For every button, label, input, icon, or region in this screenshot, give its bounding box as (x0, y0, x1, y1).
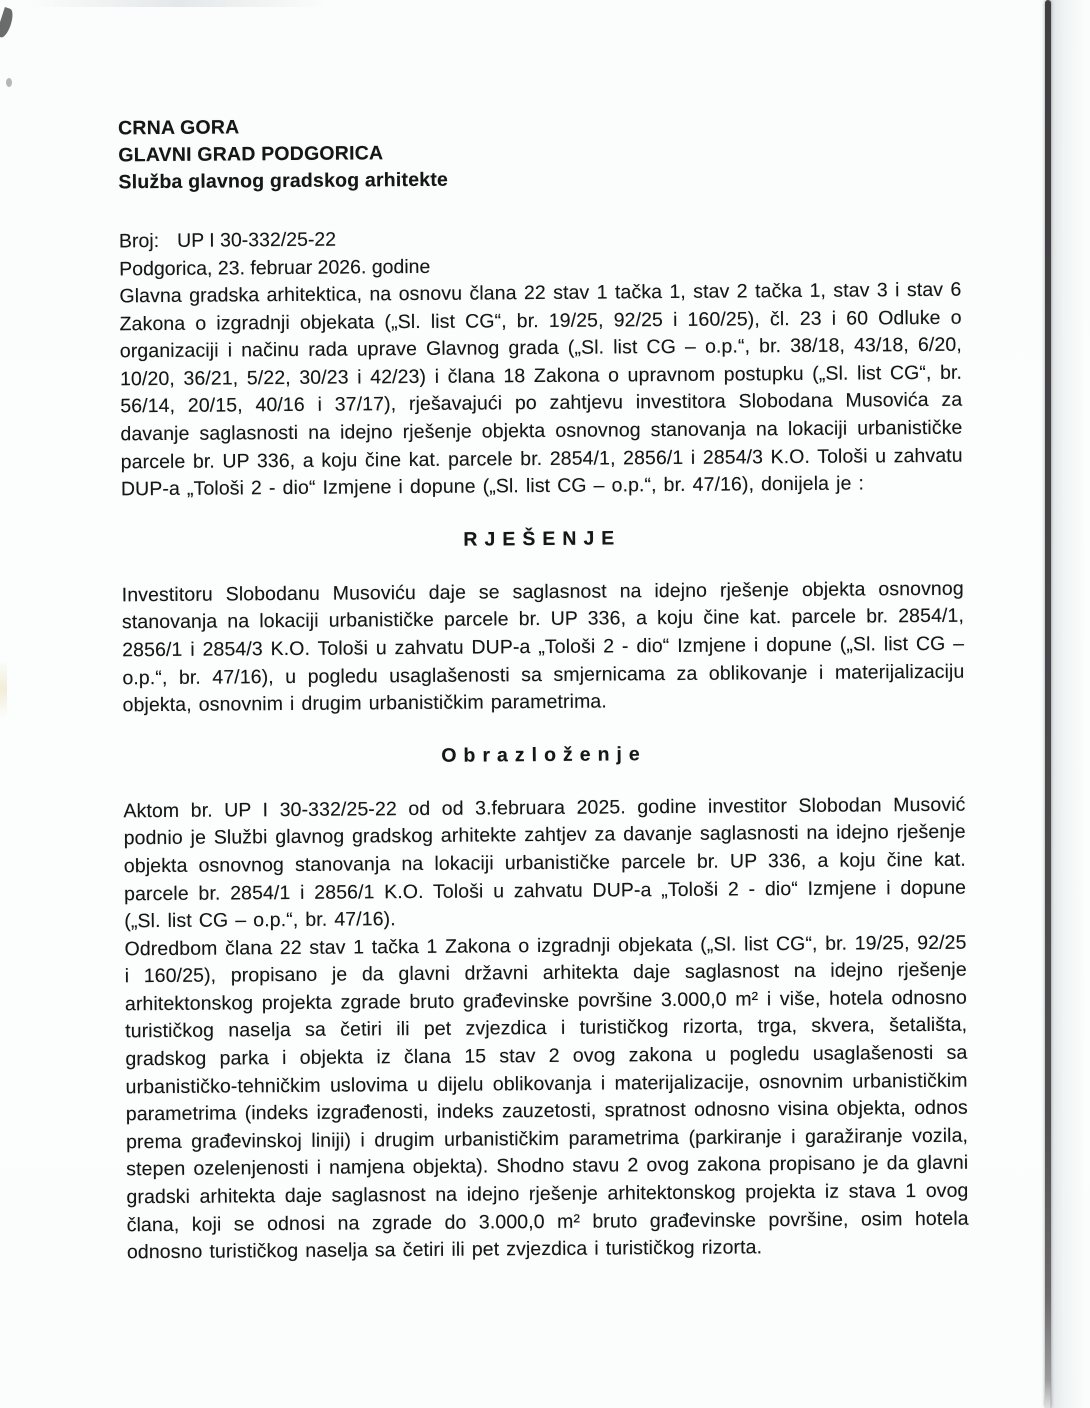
decision-paragraph: Investitoru Slobodanu Musoviću daje se saglasnost na idejno rješenje objekta osnovnog stanovanja na lokaciji urbanističke parcele br. UP 336, a koju čine kat. parcele br. 2854/1, 2856/1 i 2854/3 K.O. Tološi u zahvatu DUP-a „Tološi 2 - dio“ Izmjene i dopune („Sl. list CG – o.p.“, br. 47/16), u pogledu usaglašenosti sa smjernicama za oblikovanje i materijalizaciju objekta, osnovnim i drugim urbanističkim parametrima. (121, 577, 965, 717)
scan-dot-top-left (6, 78, 12, 87)
place-date-line: Podgorica, 23. februar 2026. godine (119, 255, 431, 281)
intro-paragraph: Glavna gradska arhitektica, na osnovu člana 22 stav 1 tačka 1, stav 2 tačka 1, stav 3 i stav 6 Zakona o izgradnji objekata („Sl. list CG“, br. 19/25, 92/25 i 160/25), čl. 23 i 60 Odluke o organizaciji i načinu rada uprave Glavnog grada („Sl. list CG – o.p.“, br. 38/18, 43/18, 6/20, 10/20, 36/21, 5/22, 30/23 i 42/23) i člana 18 Zakona o upravnom postupku („Sl. list CG“, br. 56/14, 20/15, 40/16 i 37/17), rješavajući po zahtjevu investitora Slobodana Musovića za davanje saglasnosti na idejno rješenje objekta osnovnog stanovanja na lokaciji urbanističke parcele br. UP 336, a koju čine kat. parcele br. 2854/1, 2856/1 i 2854/3 K.O. Tološi u zahvatu DUP-a „Tološi 2 - dio“ Izmjene i dopune („Sl. list CG – o.p.“, br. 47/16), donijela je : (119, 278, 963, 501)
scan-smudge-left (0, 660, 7, 718)
scan-edge-shadow (1050, 0, 1084, 1408)
explanation-heading: Obrazloženje (441, 742, 647, 767)
document-content (118, 109, 969, 1267)
letterhead-country: CRNA GORA (118, 116, 240, 140)
explanation-paragraph-1: Aktom br. UP I 30-332/25-22 od od 3.februara 2025. godine investitor Slobodan Musović podnio je Službi glavnog gradskog arhitekte zahtjev za davanje saglasnosti na idejno rješenje objekta osnovnog stanovanja na lokaciji urbanističke parcele br. UP 336, a koju čine kat. parcele br. 2854/1 i 2856/1 K.O. Tološi u zahvatu DUP-a „Tološi 2 - dio“ Izmjene i dopune („Sl. list CG – o.p.“, br. 47/16). (123, 793, 967, 933)
reference-number-value: UP I 30-332/25-22 (176, 228, 337, 252)
scan-speck-top-left (0, 7, 15, 39)
letterhead-city: GLAVNI GRAD PODGORICA (118, 142, 384, 167)
scan-smudge-top (28, 0, 328, 7)
reference-number-label: Broj: (118, 229, 160, 253)
letterhead-office: Služba glavnog gradskog arhitekte (118, 168, 449, 194)
letterhead (118, 109, 961, 197)
decision-heading: RJEŠENJE (463, 527, 622, 551)
reference-block (119, 221, 961, 284)
explanation-paragraph-2: Odredbom člana 22 stav 1 tačka 1 Zakona o izgradnji objekata („Sl. list CG“, br. 19/25, 92/25 i 160/25), propisano je da glavni državni arhitekta daje saglasnost na idejno rješenje arhitektonskog projekta zgrade bruto građevinske površine 3.000,0 m² i više, hotela odnosno turističkog naselja sa četiri ili pet zvjezdica i turističkog rizorta, trga, skvera, šetališta, gradskog parka i objekta iz člana 15 stav 2 ovog zakona u pogledu usaglašenosti sa urbanističko-tehničkim uslovima u dijelu oblikovanja i materijalizacije, osnovnim urbanističkim parametrima (indeks izgrađenosti, indeks zauzetosti, spratnost odnosno visina objekta, odnos prema građevinskoj liniji) i drugim urbanističkim parametrima (parkiranje i garažiranje vozila, stepen ozelenjenosti i namjena objekta). Shodno stavu 2 ovog zakona propisano je da glavni gradski arhitekta daje saglasnost na idejno rješenje arhitektonskog projekta iz stava 1 ovog člana, koji se odnosi na zgrade do 3.000,0 m² bruto građevinske površine, osim hotela odnosno turističkog naselja sa četiri ili pet zvjezdica i turističkog rizorta. (124, 931, 969, 1264)
scan-line-artifact (1045, 0, 1051, 1408)
